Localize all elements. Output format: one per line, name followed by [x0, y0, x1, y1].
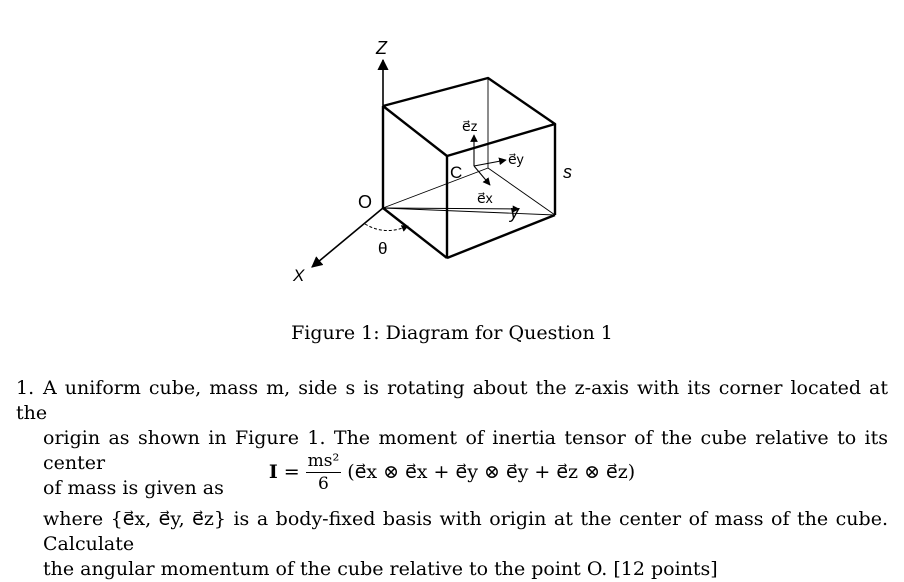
question-line-2: origin as shown in Figure 1. The moment of inertia tensor of the cube relative to its center	[43, 427, 888, 474]
equation-equals: =	[283, 461, 300, 483]
e-y-arrow	[474, 160, 506, 166]
e-y-label: e⃗y	[508, 151, 524, 167]
x-axis-label: X	[293, 266, 305, 285]
equation-denominator: 6	[318, 473, 329, 494]
y-axis-label: y	[510, 202, 519, 222]
question-line-4: where {e⃗x, e⃗y, e⃗z} is a body-fixed basis with origin at the center of mass of the cube. Calculate	[43, 508, 888, 555]
center-label: C	[450, 163, 463, 182]
question-line-5: the angular momentum of the cube relative to the point O. [12 points]	[43, 558, 718, 580]
question-number: 1.	[16, 377, 35, 399]
z-axis-label: Z	[376, 38, 387, 58]
equation-fraction	[306, 450, 342, 495]
cube-edge	[447, 215, 555, 258]
figure-caption: Figure 1: Diagram for Question 1	[291, 322, 613, 344]
inertia-tensor-equation	[0, 444, 904, 500]
cube-top-face	[383, 78, 555, 156]
theta-arc	[365, 224, 408, 231]
theta-label: θ	[378, 239, 388, 258]
cube-edge	[383, 208, 447, 258]
equation-body: (e⃗x ⊗ e⃗x + e⃗y ⊗ e⃗y + e⃗z ⊗ e⃗z)	[347, 461, 636, 483]
cube-hidden-edge	[488, 168, 555, 215]
question-line-1	[16, 376, 888, 426]
side-label: s	[563, 162, 572, 182]
e-x-label: e⃗x	[477, 190, 493, 206]
equation-lhs: I	[268, 461, 278, 483]
equation-numerator: ms²	[307, 450, 340, 471]
question-line-3: of mass is given as	[43, 477, 224, 499]
x-axis-line	[312, 208, 383, 267]
question-continuation	[43, 507, 888, 582]
e-z-label: e⃗z	[462, 118, 478, 134]
question-text-1: A uniform cube, mass m, side s is rotating about the z-axis with its corner located at the	[16, 377, 888, 424]
cube-hidden-edge	[383, 168, 488, 208]
e-x-arrow	[474, 166, 490, 185]
origin-label: O	[358, 192, 373, 212]
